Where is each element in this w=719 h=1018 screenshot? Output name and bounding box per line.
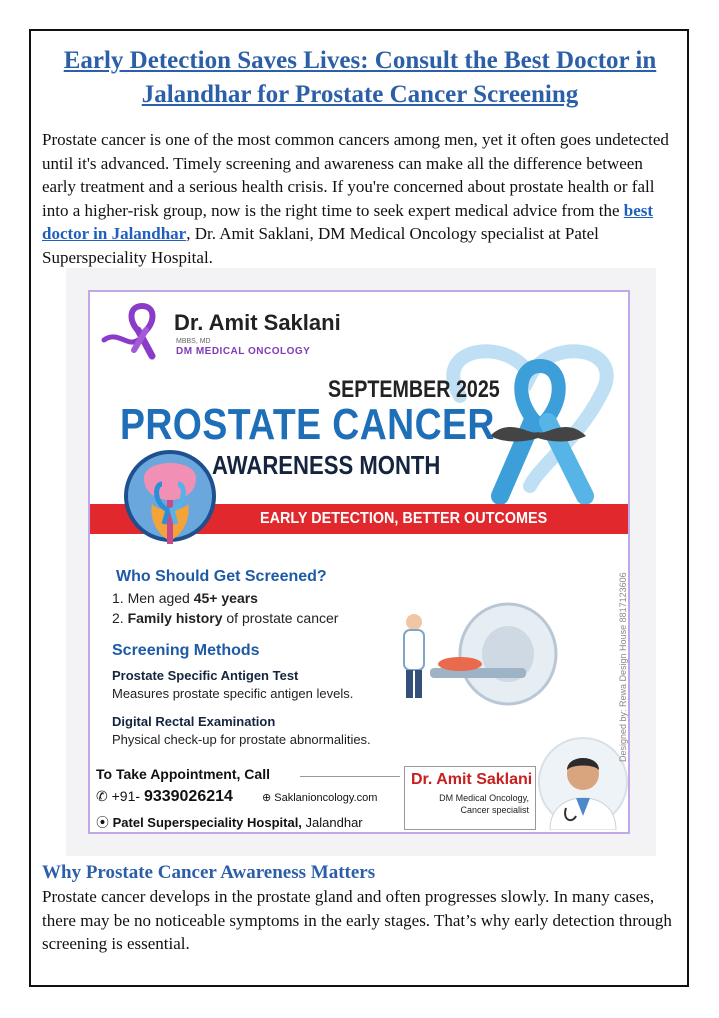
section-body: Prostate cancer develops in the prostate gland and often progresses slowly. In many cases, there may be no noticeable symptoms in the early stages. That’s why early detection through screening is essential. [42,887,672,953]
poster-specialty: DM MEDICAL ONCOLOGY [176,346,311,357]
who-item-2-suffix: of prostate cancer [222,610,339,626]
hospital-line [96,812,363,831]
doctor-card [404,766,536,830]
who-item-1-prefix: 1. Men aged [112,590,194,606]
method-2-desc: Physical check-up for prostate abnormalities. [112,732,371,747]
who-item-2-bold: Family history [127,610,223,626]
location-pin-icon: ⦿ [96,815,113,830]
card-doctor-name: Dr. Amit Saklani [411,771,533,788]
method-1-desc: Measures prostate specific antigen levels. [112,686,354,701]
poster-month: SEPTEMBER 2025 [328,376,500,403]
globe-icon: ⊕ [262,792,275,804]
method-1-title: Prostate Specific Antigen Test [112,668,299,683]
prostate-illustration-icon [124,444,216,554]
poster-inner [88,290,630,834]
methods-heading: Screening Methods [112,642,260,659]
appointment-divider [300,776,400,777]
purple-ribbon-icon [98,300,176,360]
poster-headline: PROSTATE CANCER [120,400,495,449]
who-item-1 [112,590,258,606]
best-doctor-link[interactable]: best doctor in Jalandhar [42,200,654,243]
awareness-poster [66,268,656,856]
phone-number[interactable]: 9339026214 [143,788,233,805]
who-item-1-bold: 45+ years [193,590,258,606]
intro-paragraph [42,128,678,269]
phone-prefix: +91- [111,788,144,804]
section-heading: Why Prostate Cancer Awareness Matters [42,862,376,883]
website-text[interactable]: Saklanioncology.com [274,792,378,804]
poster-subheadline: AWARENESS MONTH [212,450,441,480]
appointment-label: To Take Appointment, Call [96,766,270,782]
mri-scanner-illustration-icon [390,592,560,712]
page-title: Early Detection Saves Lives: Consult the Best Doctor in Jalandhar for Prostate Cancer Screening [63,47,657,108]
card-role: Cancer specialist [460,805,529,815]
doctor-photo [538,736,628,830]
designer-credit: Designed by: Rewa Design House 8817123606 [618,572,628,762]
poster-degrees: MBBS, MD [176,338,211,345]
who-item-2-prefix: 2. [112,610,128,626]
card-specialty: DM Medical Oncology, [439,793,529,803]
hospital-name: Patel Superspeciality Hospital, [112,815,302,830]
method-2-title: Digital Rectal Examination [112,714,276,729]
hospital-city: Jalandhar [301,815,363,830]
who-item-2 [112,610,338,626]
poster-doctor-name: Dr. Amit Saklani [174,310,341,335]
intro-text-before: Prostate cancer is one of the most common cancers among men, yet it often goes undetected until it's advanced. Timely screening and awareness can make all the difference between early treatment and a serious health crisis. If you're concerned about prostate health or fall into a higher-risk group, now is the right time to seek expert medical advice from the [42,130,669,220]
phone-icon: ✆ [96,788,112,804]
phone-line [96,788,233,806]
poster-banner-text: EARLY DETECTION, BETTER OUTCOMES [260,510,548,527]
intro-text-after: , Dr. Amit Saklani, DM Medical Oncology specialist at Patel Superspeciality Hospital. [42,224,599,267]
website-line [262,791,377,804]
who-heading: Who Should Get Screened? [116,568,327,585]
